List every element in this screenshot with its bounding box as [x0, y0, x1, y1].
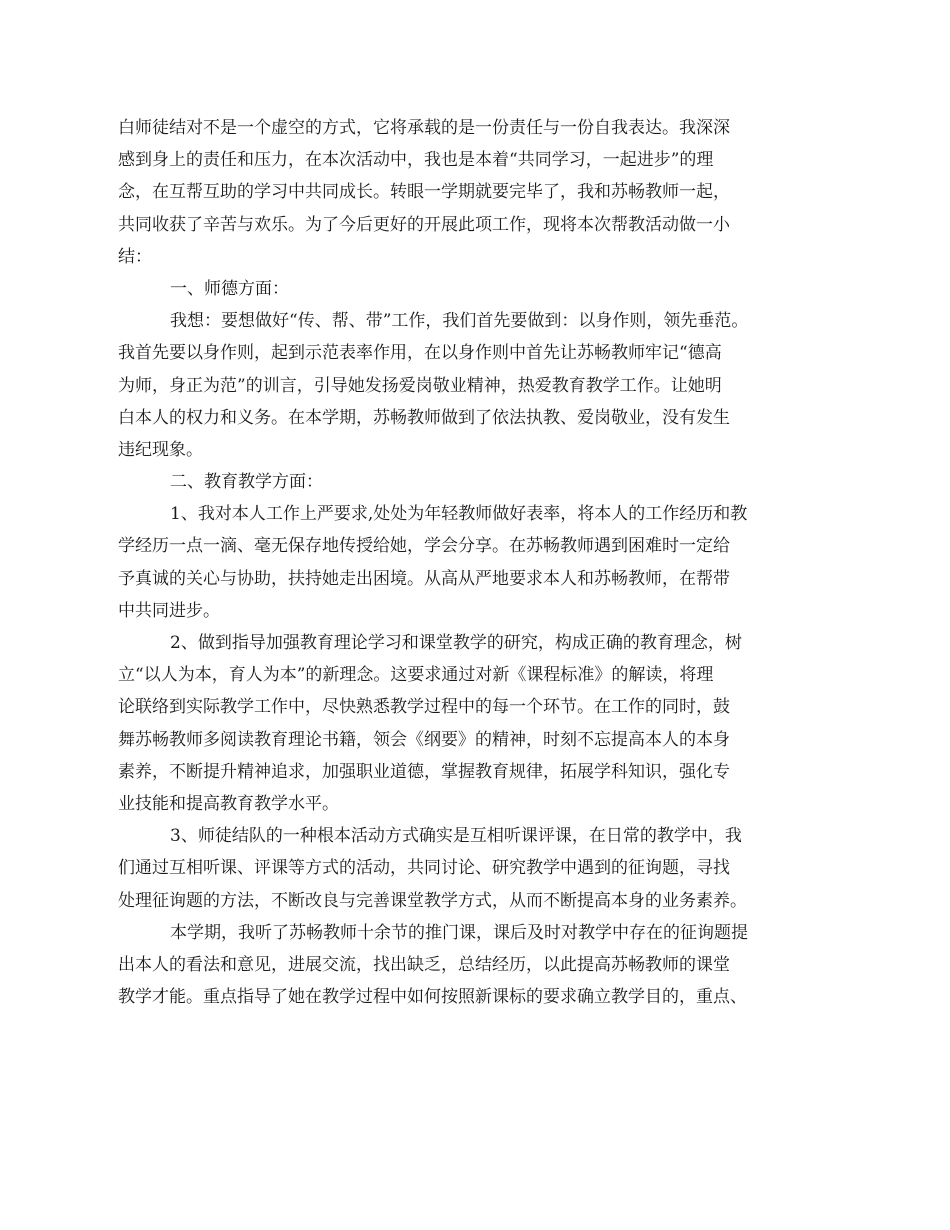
- text-line: 念，在互帮互助的学习中共同成长。转眼一学期就要完毕了，我和苏畅教师一起，: [118, 182, 730, 203]
- text-line: 2、做到指导加强教育理论学习和课堂教学的研究，构成正确的教育理念，树: [170, 633, 742, 653]
- text-line: 感到身上的责任和压力，在本次活动中，我也是本着“共同学习，一起进步”的理: [118, 150, 714, 171]
- text-line: 结：: [118, 246, 152, 267]
- text-line: 予真诚的关心与协助，扶持她走出困境。从高从严地要求本人和苏畅教师，在帮带: [118, 568, 730, 589]
- text-line: 白师徒结对不是一个虚空的方式，它将承载的是一份责任与一份自我表达。我深深: [118, 118, 730, 138]
- text-line: 我想：要想做好“传、帮、带”工作，我们首先要做到：以身作则，领先垂范。: [170, 311, 749, 332]
- text-line: 中共同进步。: [118, 600, 220, 621]
- text-line: 业技能和提高教育教学水平。: [118, 793, 339, 814]
- text-line: 1、我对本人工作上严要求,处处为年轻教师做好表率，将本人的工作经历和教: [170, 504, 748, 525]
- text-line: 违纪现象。: [118, 439, 203, 460]
- text-line: 舞苏畅教师多阅读教育理论书籍，领会《纲要》的精神，时刻不忘提高本人的本身: [118, 729, 730, 750]
- document-body: [118, 112, 830, 1013]
- text-line: 们通过互相听课、评课等方式的活动，共同讨论、研究教学中遇到的征询题，寻找: [118, 858, 730, 879]
- text-line: 处理征询题的方法，不断改良与完善课堂教学方式，从而不断提高本身的业务素养。: [118, 890, 747, 911]
- text-line: 3、师徒结队的一种根本活动方式确实是互相听课评课，在日常的教学中，我: [170, 826, 742, 847]
- text-line: 本学期，我听了苏畅教师十余节的推门课，课后及时对教学中存在的征询题提: [170, 922, 748, 943]
- text-line: 教学才能。重点指导了她在教学过程中如何按照新课标的要求确立教学目的，重点、: [118, 987, 747, 1008]
- text-line: 为师，身正为范”的训言，引导她发扬爱岗敬业精神，热爱教育教学工作。让她明: [118, 375, 722, 396]
- text-line: 论联络到实际教学工作中，尽快熟悉教学过程中的每一个环节。在工作的同时，鼓: [118, 697, 730, 718]
- text-line: 共同收获了辛苦与欢乐。为了今后更好的开展此项工作，现将本次帮教活动做一小: [118, 214, 730, 235]
- text-line: 学经历一点一滴、毫无保存地传授给她，学会分享。在苏畅教师遇到困难时一定给: [118, 536, 730, 557]
- text-line: 二、教育教学方面：: [170, 472, 323, 493]
- text-line: 一、师德方面：: [170, 278, 289, 299]
- text-line: 白本人的权力和义务。在本学期，苏畅教师做到了依法执教、爱岗敬业，没有发生: [118, 407, 730, 428]
- text-line: 出本人的看法和意见，进展交流，找出缺乏，总结经历，以此提高苏畅教师的课堂: [118, 954, 730, 975]
- text-line: 我首先要以身作则，起到示范表率作用，在以身作则中首先让苏畅教师牢记“德高: [118, 343, 722, 364]
- text-line: 立“以人为本，育人为本”的新理念。这要求通过对新《课程标准》的解读，将理: [118, 665, 714, 686]
- text-line: 素养，不断提升精神追求，加强职业道德，掌握教育规律，拓展学科知识，强化专: [118, 761, 730, 782]
